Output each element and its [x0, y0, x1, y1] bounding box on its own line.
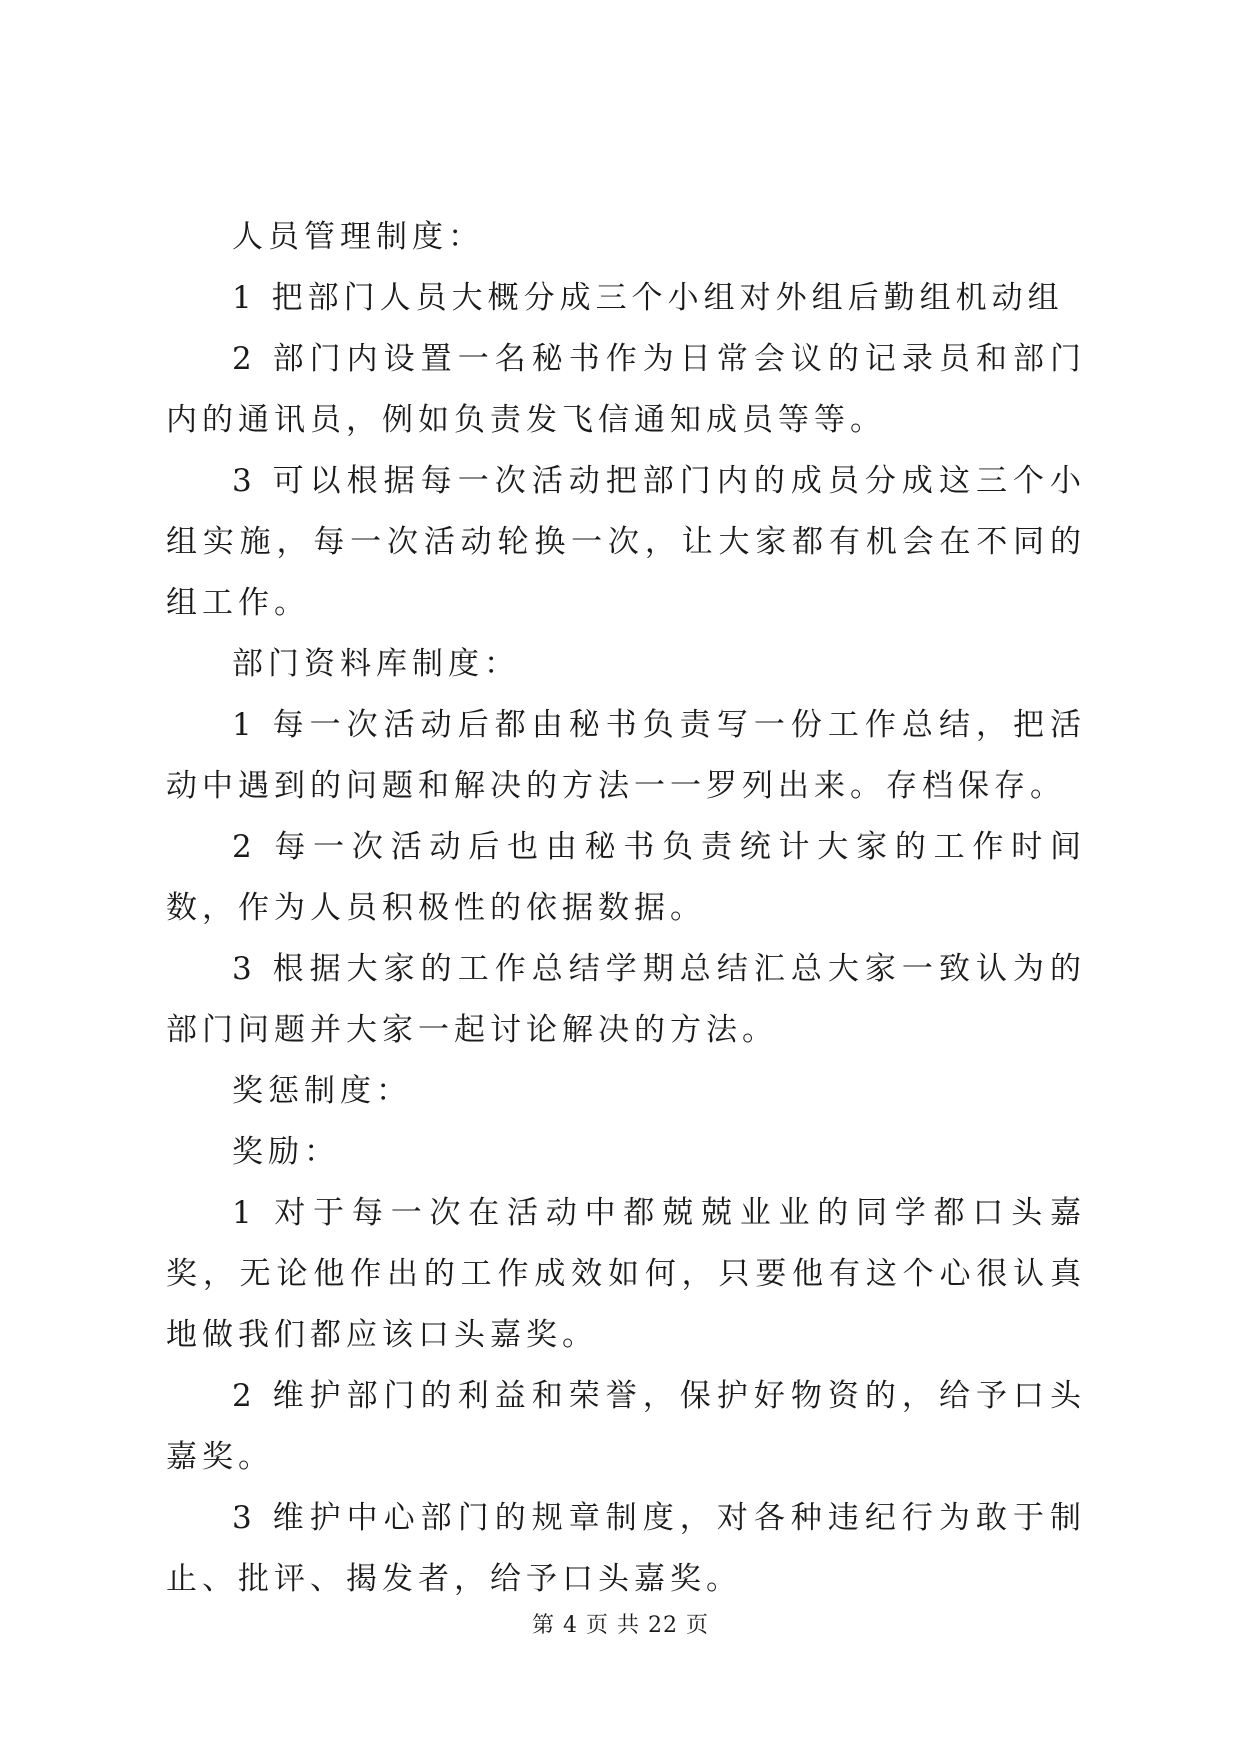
reward-rule-3: 3 维护中心部门的规章制度，对各种违纪行为敢于制止、批评、揭发者，给予口头嘉奖。	[166, 1500, 1086, 1597]
document-body	[166, 207, 1086, 1610]
reward-rule-2: 2 维护部门的利益和荣誉，保护好物资的，给予口头嘉奖。	[166, 1378, 1086, 1475]
section-heading-archive: 部门资料库制度：	[232, 646, 520, 682]
personnel-rule-3: 3 可以根据每一次活动把部门内的成员分成这三个小组实施，每一次活动轮换一次，让大家都有机会在不同的组工作。	[166, 463, 1086, 621]
personnel-rule-1: 1 把部门人员大概分成三个小组对外组后勤组机动组	[232, 280, 1064, 316]
reward-rule-1: 1 对于每一次在活动中都兢兢业业的同学都口头嘉奖，无论他作出的工作成效如何，只要他有这个心很认真地做我们都应该口头嘉奖。	[166, 1195, 1086, 1353]
archive-rule-3: 3 根据大家的工作总结学期总结汇总大家一致认为的部门问题并大家一起讨论解决的方法。	[166, 951, 1086, 1048]
page-indicator: 第 4 页 共 22 页	[532, 1613, 709, 1638]
subsection-heading-rewards: 奖励：	[232, 1134, 340, 1170]
archive-rule-2: 2 每一次活动后也由秘书负责统计大家的工作时间数，作为人员积极性的依据数据。	[166, 829, 1086, 926]
personnel-rule-2: 2 部门内设置一名秘书作为日常会议的记录员和部门内的通讯员，例如负责发飞信通知成员等等。	[166, 341, 1086, 438]
section-heading-rewards-penalties: 奖惩制度：	[232, 1073, 412, 1109]
archive-rule-1: 1 每一次活动后都由秘书负责写一份工作总结，把活动中遇到的问题和解决的方法一一罗列出来。存档保存。	[166, 707, 1086, 804]
page-footer	[0, 1608, 1241, 1639]
section-heading-personnel: 人员管理制度：	[232, 219, 484, 255]
